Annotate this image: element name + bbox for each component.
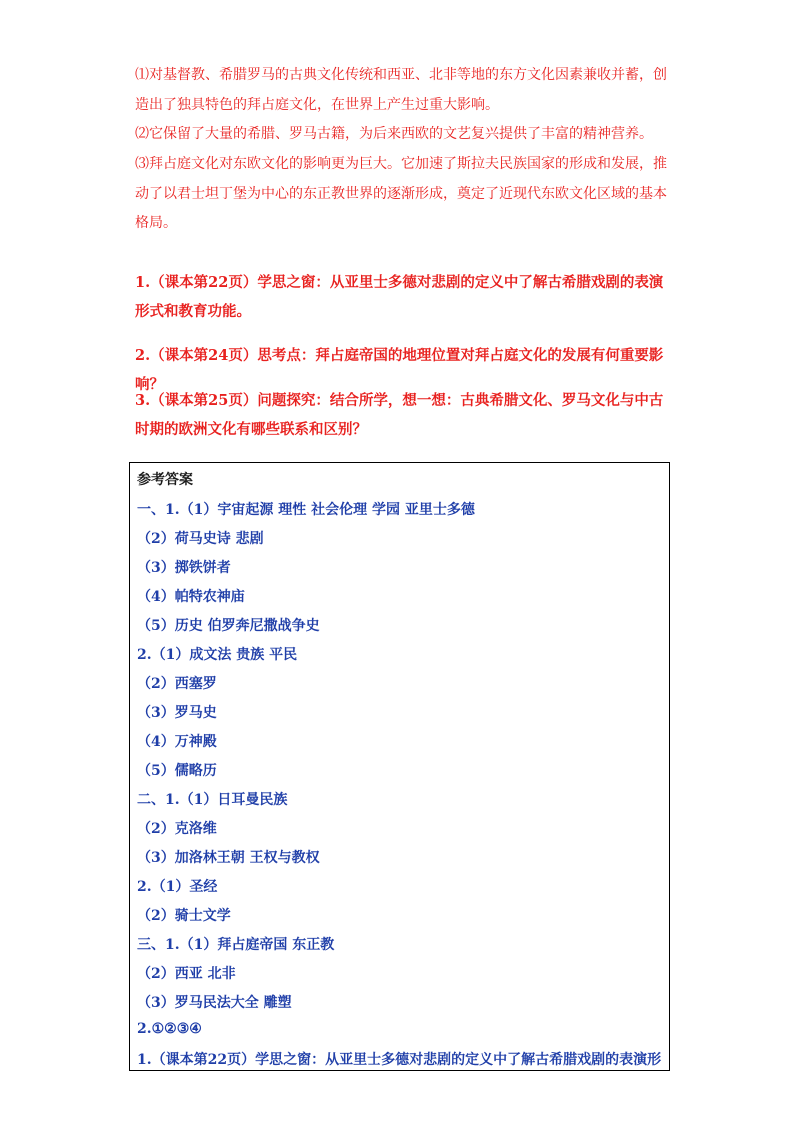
paragraph-2: ⑵它保留了大量的希腊、罗马古籍，为后来西欧的文艺复兴提供了丰富的精神营养。 <box>135 126 653 142</box>
answer-line: （2）克洛维 <box>137 821 217 837</box>
answer-line: （2）荷马史诗 悲剧 <box>137 531 264 547</box>
answer-line: （3）加洛林王朝 王权与教权 <box>137 850 320 866</box>
answer-line: 一、1.（1）宇宙起源 理性 社会伦理 学园 亚里士多德 <box>137 502 475 518</box>
question-2: 2.（课本第24页）思考点：拜占庭帝国的地理位置对拜占庭文化的发展有何重要影响？ <box>135 347 664 393</box>
answer-line: （2）骑士文学 <box>137 908 231 924</box>
answer-line: （2）西塞罗 <box>137 676 217 692</box>
answer-line: 二、1.（1）日耳曼民族 <box>137 792 288 808</box>
paragraph-3: ⑶拜占庭文化对东欧文化的影响更为巨大。它加速了斯拉夫民族国家的形成和发展，推动了以君士坦丁堡为中心的东正教世界的逐渐形成，奠定了近现代东欧文化区域的基本格局。 <box>135 156 667 231</box>
question-3: 3.（课本第25页）问题探究：结合所学，想一想：古典希腊文化、罗马文化与中古时期的欧洲文化有哪些联系和区别？ <box>135 392 664 438</box>
answer-line: 1.（课本第22页）学思之窗：从亚里士多德对悲剧的定义中了解古希腊戏剧的表演形 <box>137 1052 662 1068</box>
question-1: 1.（课本第22页）学思之窗：从亚里士多德对悲剧的定义中了解古希腊戏剧的表演形式和教育功能。 <box>135 274 664 320</box>
answer-box-title: 参考答案 <box>137 472 193 488</box>
answer-line: （3）罗马史 <box>137 705 217 721</box>
answer-line: 2.（1）成文法 贵族 平民 <box>137 647 298 663</box>
answer-line: （4）帕特农神庙 <box>137 589 245 605</box>
answer-line: （5）历史 伯罗奔尼撒战争史 <box>137 618 320 634</box>
answer-line: （2）西亚 北非 <box>137 966 236 982</box>
paragraph-1: ⑴对基督教、希腊罗马的古典文化传统和西亚、北非等地的东方文化因素兼收并蓄，创造出了独具特色的拜占庭文化，在世界上产生过重大影响。 <box>135 67 667 113</box>
answer-line: （3）掷铁饼者 <box>137 560 231 576</box>
answer-line: 2.①②③④ <box>137 1021 202 1037</box>
answer-line: （5）儒略历 <box>137 763 217 779</box>
answer-line: （4）万神殿 <box>137 734 217 750</box>
answer-box <box>129 462 670 1071</box>
answer-line: 三、1.（1）拜占庭帝国 东正教 <box>137 937 335 953</box>
answer-line: （3）罗马民法大全 雕塑 <box>137 995 292 1011</box>
answer-line: 2.（1）圣经 <box>137 879 218 895</box>
